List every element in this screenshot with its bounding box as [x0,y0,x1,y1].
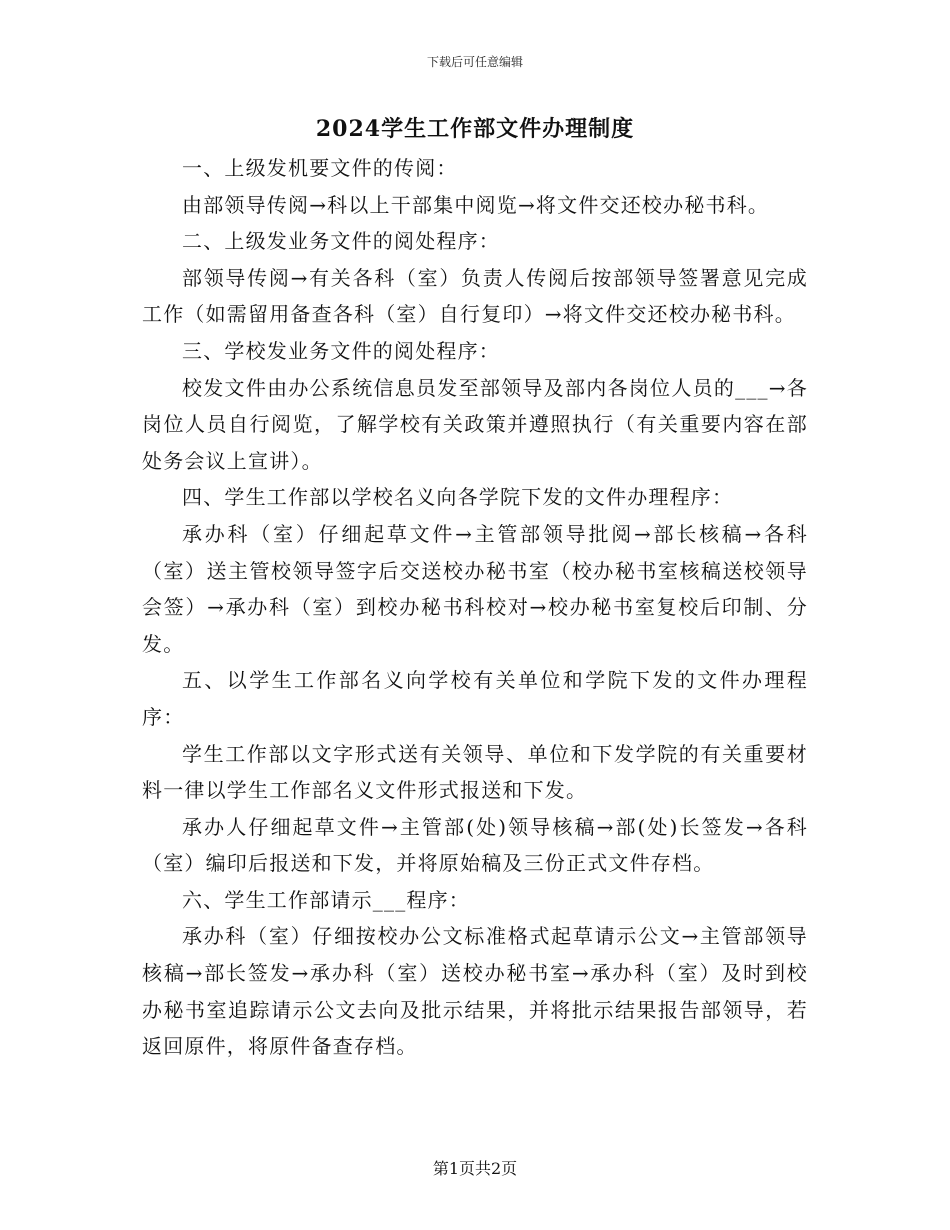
paragraph: 承办科（室）仔细起草文件→主管部领导批阅→部长核稿→各科（室）送主管校领导签字后交送校办秘书室（校办秘书室核稿送校领导会签）→承办科（室）到校办秘书科校对→校办秘书室复校后印制、分发。 [142,521,808,656]
paragraph: 校发文件由办公系统信息员发至部领导及部内各岗位人员的___→各岗位人员自行阅览，了解学校有关政策并遵照执行（有关重要内容在部处务会议上宣讲）。 [142,375,808,473]
section-heading-3: 三、学校发业务文件的阅处程序： [182,338,500,363]
paragraph: 部领导传阅→有关各科（室）负责人传阅后按部领导签署意见完成工作（如需留用备查各科（室）自行复印）→将文件交还校办秘书科。 [142,265,808,327]
section-heading-1: 一、上级发机要文件的传阅： [182,156,458,180]
section-heading-5: 五、以学生工作部名义向学校有关单位和学院下发的文件办理程序： [142,668,808,729]
section-heading-4: 四、学生工作部以学校名义向各学院下发的文件办理程序： [182,485,734,510]
section-heading-6: 六、学生工作部请示___程序： [182,887,470,912]
page-number: 第1页共2页 [432,1159,518,1178]
section-heading-2: 二、上级发业务文件的阅处程序： [182,229,500,254]
paragraph: 承办人仔细起草文件→主管部(处)领导核稿→部(处)长签发→各科（室）编印后报送和下发，并将原始稿及三份正式文件存档。 [142,814,808,876]
document-body [142,150,808,1065]
paragraph: 承办科（室）仔细按校办公文标准格式起草请示公文→主管部领导核稿→部长签发→承办科（室）送校办秘书室→承办科（室）及时到校办秘书室追踪请示公文去向及批示结果，并将批示结果报告部领导，若返回原件，将原件备查存档。 [142,924,808,1059]
paragraph: 学生工作部以文字形式送有关领导、单位和下发学院的有关重要材料一律以学生工作部名义文件形式报送和下发。 [142,741,808,803]
paragraph: 由部领导传阅→科以上干部集中阅览→将文件交还校办秘书科。 [182,192,770,217]
document-title: 2024学生工作部文件办理制度 [315,116,635,142]
page-header-note: 下载后可任意编辑 [426,55,523,69]
